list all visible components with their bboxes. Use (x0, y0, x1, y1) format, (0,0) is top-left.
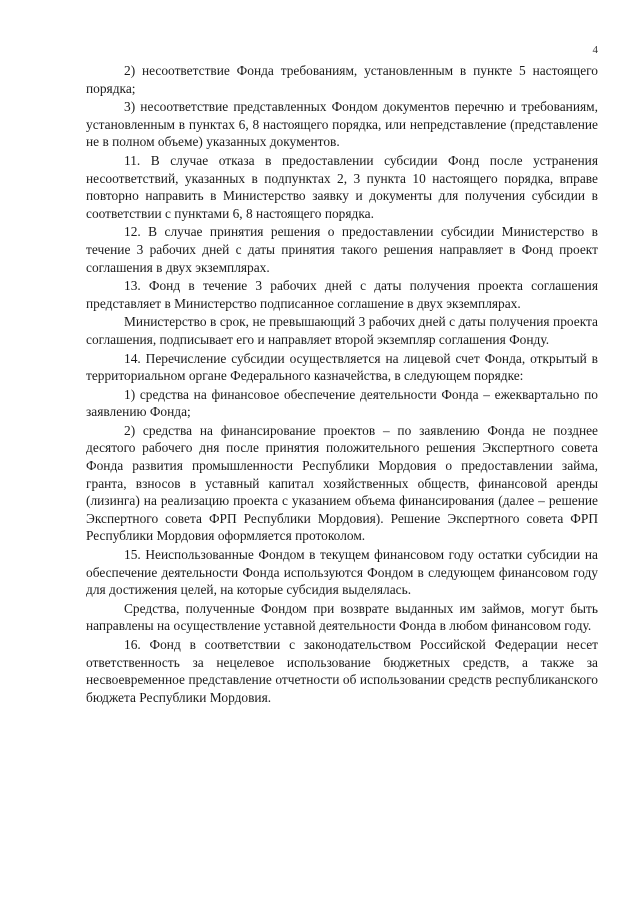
paragraph-ministry-signing: Министерство в срок, не превышающий 3 рабочих дней с даты получения проекта соглашения, подписывает его и направляет второй экземпляр соглашения Фонду. (86, 314, 598, 347)
page-number: 4 (592, 44, 598, 56)
paragraph-item-14-sub-2: 2) средства на финансирование проектов – по заявлению Фонда не позднее десятого рабочего дня после принятия положительного решения Экспертного совета Фонда развития промышленности Республики Мордовия о предоставлении займа, гранта, взносов в уставный капитал хозяйственных обществ, финансовой аренды (лизинга) на реализацию проекта с указанием объема финансирования (далее – решение Экспертного совета ФРП Республики Мордовия). Решение Экспертного совета ФРП Республики Мордовия оформляется протоколом. (86, 422, 598, 544)
paragraph-item-13: 13. Фонд в течение 3 рабочих дней с даты получения проекта соглашения представляет в Министерство подписанное соглашение в двух экземплярах. (86, 278, 598, 311)
paragraph-item-16: 16. Фонд в соответствии с законодательством Российской Федерации несет ответственность за нецелевое использование бюджетных средств, а также за несвоевременное представление отчетности об использовании средств республиканского бюджета Республики Мордовия. (86, 637, 598, 705)
paragraph-subitem-2: 2) несоответствие Фонда требованиям, установленным в пункте 5 настоящего порядка; (86, 63, 598, 96)
paragraph-item-14: 14. Перечисление субсидии осуществляется на лицевой счет Фонда, открытый в территориальном органе Федерального казначейства, в следующем порядке: (86, 350, 598, 384)
document-body (86, 62, 598, 706)
paragraph-item-11: 11. В случае отказа в предоставлении субсидии Фонд после устранения несоответствий, указанных в подпунктах 2, 3 пункта 10 настоящего порядка, вправе повторно направить в Министерство заявку и документы для получения субсидии в соответствии с пунктами 6, 8 настоящего порядка. (86, 152, 598, 221)
paragraph-item-12: 12. В случае принятия решения о предоставлении субсидии Министерство в течение 3 рабочих дней с даты принятия такого решения направляет в Фонд проект соглашения в двух экземплярах. (86, 224, 598, 275)
paragraph-item-14-sub-1: 1) средства на финансовое обеспечение деятельности Фонда – ежеквартально по заявлению Фонда; (86, 386, 598, 420)
paragraph-item-15: 15. Неиспользованные Фондом в текущем финансовом году остатки субсидии на обеспечение деятельности Фонда используются Фондом в следующем финансовом году для достижения целей, на которые субсидия выделялась. (86, 547, 598, 598)
paragraph-loan-returns: Средства, полученные Фондом при возврате выданных им займов, могут быть направлены на осуществление уставной деятельности Фонда в любом финансовом году. (86, 600, 598, 634)
paragraph-subitem-3: 3) несоответствие представленных Фондом документов перечню и требованиям, установленным в пунктах 6, 8 настоящего порядка, или непредставление (представление не в полном объеме) указанных документов. (86, 99, 598, 150)
